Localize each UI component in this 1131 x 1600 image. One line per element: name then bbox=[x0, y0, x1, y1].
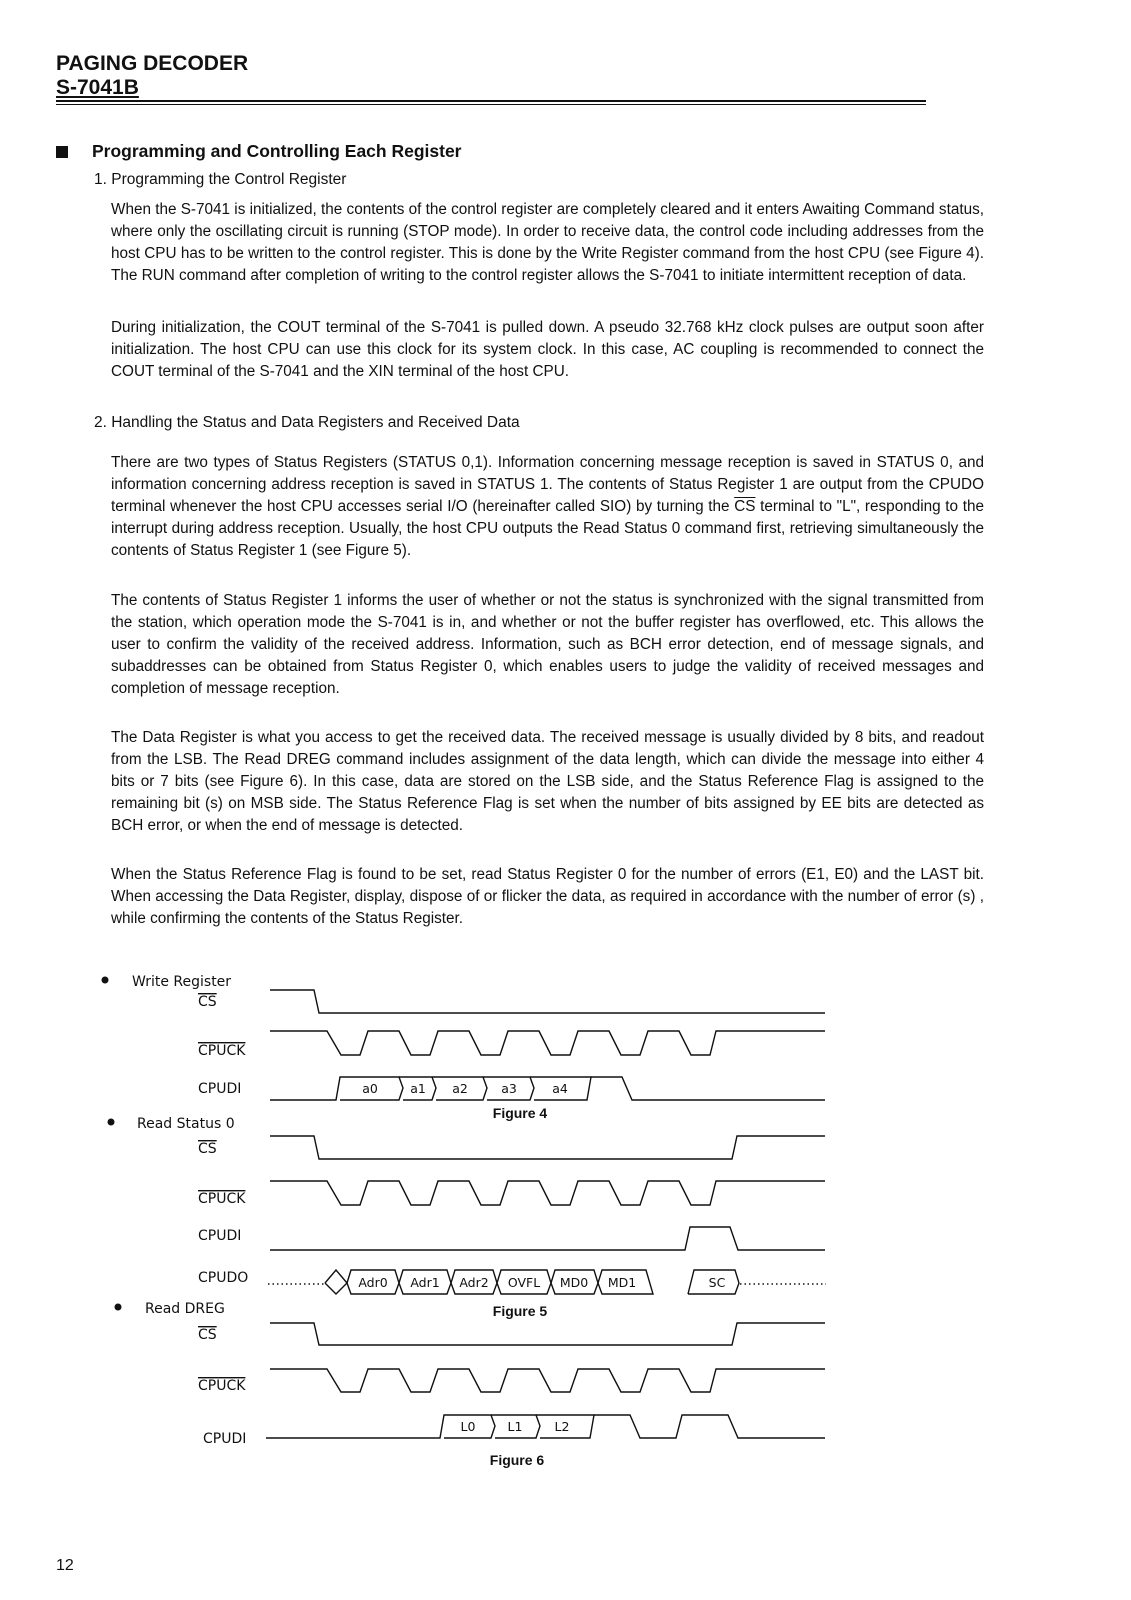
subsection-1-heading: 1. Programming the Control Register bbox=[94, 171, 347, 188]
paragraph-initialization: During initialization, the COUT terminal of the S-7041 is pulled down. A pseudo 32.768 kHz clock pulses are output soon after initialization. The host CPU can use this clock for its system clock. In this case, AC coupling is recommended to connect the COUT terminal of the S-7041 and the XIN terminal of the host CPU. bbox=[111, 319, 984, 380]
fig5-bit-5: MD1 bbox=[607, 1275, 637, 1290]
fig5-cpudo-label: CPUDO bbox=[198, 1270, 249, 1286]
cs-signal-name: $\overline{CS}$ bbox=[734, 498, 756, 515]
paragraph-data-register: The Data Register is what you access to get the received data. The received message is usually divided by 8 bits, and readout from the LSB. The Read DREG command includes assignment of the data length, which can divide the message into either 4 bits or 7 bits (see Figure 6). In this case, data are stored on the LSB side, and the Status Reference Flag is assigned to the remaining bit (s) on MSB side. The Status Reference Flag is set when the number of bits assigned by EE bits are detected as BCH error, or when the end of message is detected. bbox=[111, 729, 984, 834]
header-rule bbox=[56, 100, 926, 105]
document-title: PAGING DECODER bbox=[56, 52, 249, 75]
fig6-bit-0: L0 bbox=[460, 1419, 476, 1434]
figure-6-caption: Figure 6 bbox=[489, 1452, 545, 1468]
section-heading: Programming and Controlling Each Register bbox=[92, 141, 462, 161]
fig5-title: Read Status 0 bbox=[137, 1116, 235, 1132]
fig6-bullet-icon bbox=[115, 1304, 122, 1311]
fig6-cs-label: CS bbox=[198, 1327, 217, 1343]
fig4-bit-1: a1 bbox=[410, 1081, 426, 1096]
fig4-bullet-icon bbox=[102, 977, 109, 984]
fig6-cpudi-label: CPUDI bbox=[203, 1431, 247, 1447]
fig4-title: Write Register bbox=[132, 974, 232, 990]
paragraph-control-register: When the S-7041 is initialized, the contents of the control register are completely cleared and it enters Awaiting Command status, where only the oscillating circuit is running (STOP mode). In order to receive data, the control code including addresses from the host CPU has to be written to the control register. This is done by the Write Register command from the host CPU (see Figure 4). The RUN command after completion of writing to the control register allows the S-7041 to initiate intermittent reception of data. bbox=[111, 201, 984, 284]
fig4-cs-label: CS bbox=[198, 994, 217, 1010]
paragraph-status-register-1: The contents of Status Register 1 informs the user of whether or not the status is synchronized with the signal transmitted from the station, which operation mode the S-7041 is in, and whether or not the buffer register has overflowed, etc. This allows the user to confirm the validity of the received address. Information, such as BCH error detection, end of message signals, and subaddresses can be obtained from Status Register 0, which enables users to judge the validity of received messages and completion of message reception. bbox=[111, 592, 984, 697]
fig6-bit-1: L1 bbox=[507, 1419, 523, 1434]
fig6-cpuck-label: CPUCK bbox=[198, 1378, 246, 1394]
fig5-sc-label: SC bbox=[708, 1275, 726, 1290]
subsection-2-heading: 2. Handling the Status and Data Registers and Received Data bbox=[94, 414, 520, 431]
fig4-cpuck-label: CPUCK bbox=[198, 1043, 246, 1059]
figure-5-caption: Figure 5 bbox=[492, 1303, 548, 1319]
paragraph-status-registers-b: terminal to "L", responding to the interrupt during address reception. Usually, the host CPU outputs the Read Status 0 command first, retrieving simultaneously the contents of Status Register 1 (see Figure 5). bbox=[111, 498, 984, 559]
fig4-bit-2: a2 bbox=[452, 1081, 468, 1096]
fig4-bit-0: a0 bbox=[362, 1081, 378, 1096]
timing-diagrams bbox=[0, 974, 1131, 1510]
page-number: 12 bbox=[56, 1557, 74, 1574]
fig5-cpuck-label: CPUCK bbox=[198, 1191, 246, 1207]
fig6-bit-2: L2 bbox=[554, 1419, 570, 1434]
fig5-bit-4: MD0 bbox=[559, 1275, 589, 1290]
fig5-bullet-icon bbox=[108, 1119, 115, 1126]
fig5-bit-1: Adr1 bbox=[410, 1275, 440, 1290]
paragraph-status-reference-flag: When the Status Reference Flag is found to be set, read Status Register 0 for the number of errors (E1, E0) and the LAST bit. When accessing the Data Register, display, dispose of or flicker the data, as required in accordance with the number of error (s) , while confirming the contents of the Status Register. bbox=[111, 866, 984, 927]
fig4-bit-3: a3 bbox=[501, 1081, 517, 1096]
fig5-bit-3: OVFL bbox=[507, 1275, 541, 1290]
paragraph-status-registers bbox=[111, 452, 984, 562]
paragraph-status-registers-a: There are two types of Status Registers (STATUS 0,1). Information concerning message reception is saved in STATUS 0, and information concerning address reception is saved in STATUS 1. The contents of Status Register 1 are output from the CPUDO terminal whenever the host CPU accesses serial I/O (hereinafter called SIO) by turning the bbox=[111, 454, 984, 515]
part-number: S-7041B bbox=[56, 76, 139, 99]
section-bullet-icon bbox=[56, 146, 68, 158]
fig4-bit-4: a4 bbox=[552, 1081, 568, 1096]
fig5-bit-2: Adr2 bbox=[459, 1275, 489, 1290]
fig5-cpudi-label: CPUDI bbox=[198, 1228, 242, 1244]
fig5-cs-label: CS bbox=[198, 1141, 217, 1157]
fig4-cpudi-label: CPUDI bbox=[198, 1081, 242, 1097]
fig5-bit-0: Adr0 bbox=[358, 1275, 388, 1290]
figure-4-caption: Figure 4 bbox=[492, 1105, 548, 1121]
fig6-title: Read DREG bbox=[145, 1301, 225, 1317]
